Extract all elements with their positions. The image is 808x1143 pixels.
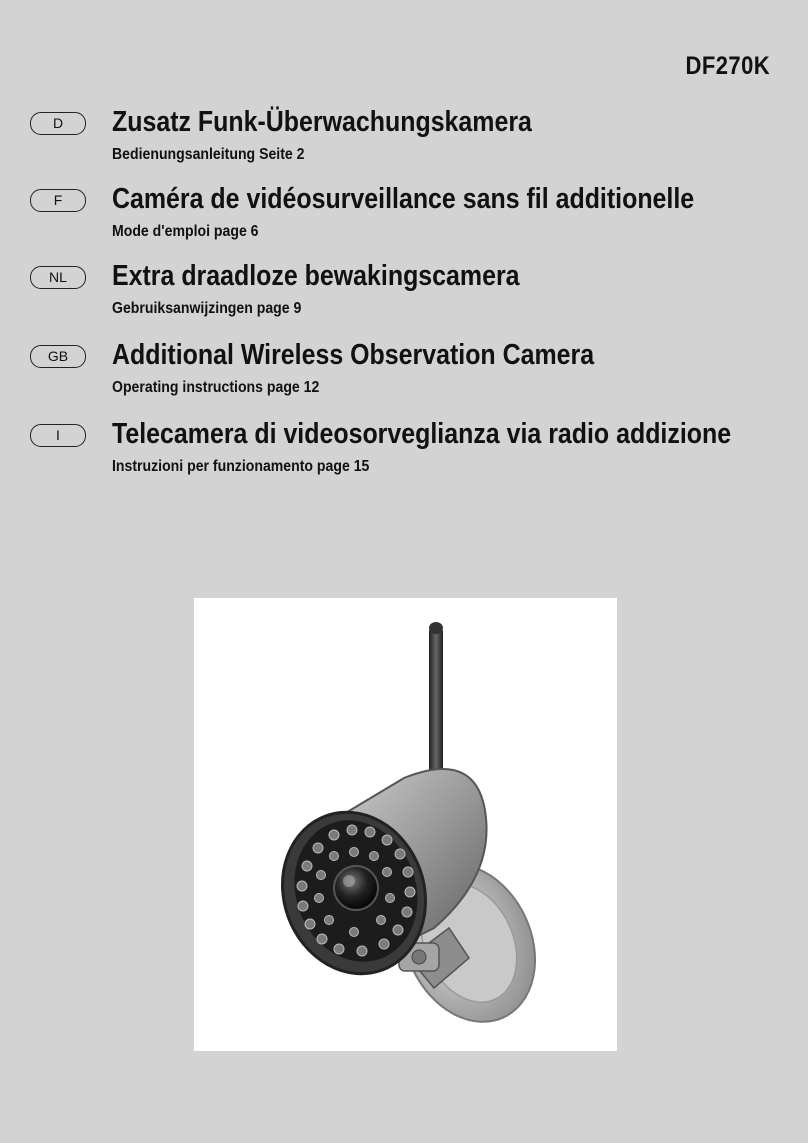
- manual-reference: Instruzioni per funzionamento page 15: [112, 458, 370, 475]
- product-title: Zusatz Funk-Überwachungskamera: [112, 106, 532, 138]
- manual-reference: Operating instructions page 12: [112, 379, 320, 396]
- product-title: Caméra de vidéosurveillance sans fil additionelle: [112, 183, 695, 215]
- manual-reference: Gebruiksanwijzingen page 9: [112, 300, 302, 317]
- manual-reference: Mode d'emploi page 6: [112, 223, 259, 240]
- camera-lens: [334, 866, 378, 910]
- manual-reference: Bedienungsanleitung Seite 2: [112, 146, 305, 163]
- antenna: [429, 622, 443, 776]
- product-title: Extra draadloze bewakingscamera: [112, 260, 520, 292]
- language-badge: I: [30, 424, 86, 447]
- model-number: DF270K: [685, 52, 770, 80]
- product-title: Additional Wireless Observation Camera: [112, 339, 595, 371]
- language-badge: NL: [30, 266, 86, 289]
- language-badge: D: [30, 112, 86, 135]
- camera-image: [194, 598, 617, 1051]
- language-badge: GB: [30, 345, 86, 368]
- product-photo: [194, 598, 617, 1051]
- language-badge: F: [30, 189, 86, 212]
- product-title: Telecamera di videosorveglianza via radio addizione: [112, 418, 732, 450]
